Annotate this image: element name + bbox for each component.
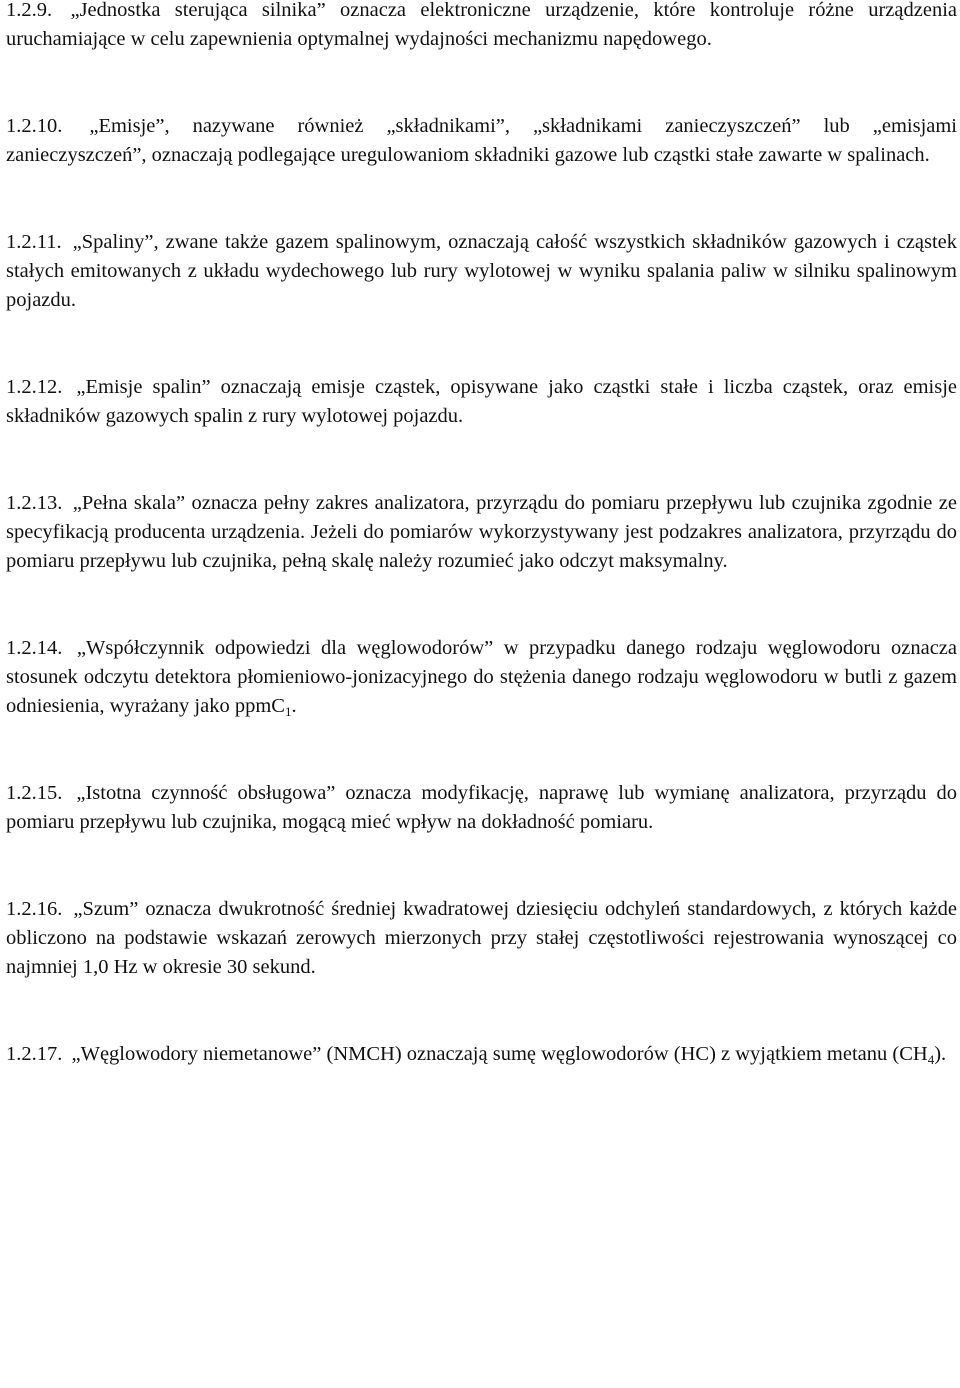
paragraph-number: 1.2.12.	[6, 376, 63, 398]
paragraph-text: „Emisje spalin” oznaczają emisje cząstek, opisywane jako cząstki stałe i liczba cząstek, oraz emisje składników gazowych spalin z rury wylotowej pojazdu.	[6, 376, 958, 427]
paragraph-text: „Szum” oznacza dwukrotność średniej kwadratowej dziesięciu odchyleń standardowych, z których każde obliczono na podstawie wskazań zerowych mierzonych przy stałej częstotliwości rejestrowania wynoszącej co najmniej 1,0 Hz w okresie 30 sekund.	[6, 898, 958, 978]
definition-paragraph-1-2-13	[6, 489, 957, 576]
paragraph-text: „Emisje”, nazywane również „składnikami”, „składnikami zanieczyszczeń” lub „emisjami zanieczyszczeń”, oznaczają podlegające uregulowaniom składniki gazowe lub cząstki stałe zawarte w spalinach.	[6, 115, 957, 166]
paragraph-number: 1.2.10.	[6, 115, 63, 137]
definition-paragraph-1-2-11	[6, 228, 957, 315]
paragraph-text-end: .	[291, 695, 297, 717]
paragraph-number: 1.2.14.	[6, 637, 63, 659]
paragraph-number: 1.2.16.	[6, 898, 63, 920]
definition-paragraph-1-2-10	[6, 112, 957, 170]
paragraph-number: 1.2.13.	[6, 492, 63, 514]
definition-paragraph-1-2-15	[6, 779, 957, 837]
definition-paragraph-1-2-17	[6, 1040, 957, 1069]
paragraph-text: „Współczynnik odpowiedzi dla węglowodorów” w przypadku danego rodzaju węglowodoru oznacza stosunek odczytu detektora płomieniowo-jonizacyjnego do stężenia danego rodzaju węglowodoru w butli z gazem odniesienia, wyrażany jako ppmC	[6, 637, 958, 717]
definition-paragraph-1-2-14	[6, 634, 957, 721]
definition-paragraph-1-2-9	[6, 0, 957, 54]
paragraph-text: „Jednostka sterująca silnika” oznacza elektroniczne urządzenie, które kontroluje różne urządzenia uruchamiające w celu zapewnienia optymalnej wydajności mechanizmu napędowego.	[6, 0, 957, 50]
document-page	[6, 0, 957, 1069]
definition-paragraph-1-2-12	[6, 373, 957, 431]
paragraph-number: 1.2.17.	[6, 1043, 63, 1065]
paragraph-text: „Pełna skala” oznacza pełny zakres analizatora, przyrządu do pomiaru przepływu lub czujnika zgodnie ze specyfikacją producenta urządzenia. Jeżeli do pomiarów wykorzystywany jest podzakres analizatora, przyrządu do pomiaru przepływu lub czujnika, pełną skalę należy rozumieć jako odczyt maksymalny.	[6, 492, 957, 572]
paragraph-number: 1.2.15.	[6, 782, 63, 804]
paragraph-text: „Węglowodory niemetanowe” (NMCH) oznaczają sumę węglowodorów (HC) z wyjątkiem metanu (CH	[71, 1043, 928, 1065]
subscript: 1	[284, 704, 292, 719]
paragraph-text-end: ).	[934, 1043, 947, 1065]
paragraph-text: „Istotna czynność obsługowa” oznacza modyfikację, naprawę lub wymianę analizatora, przyrządu do pomiaru przepływu lub czujnika, mogącą mieć wpływ na dokładność pomiaru.	[6, 782, 958, 833]
paragraph-number: 1.2.9.	[6, 0, 53, 21]
paragraph-number: 1.2.11.	[6, 231, 62, 253]
definition-paragraph-1-2-16	[6, 895, 957, 982]
subscript: 4	[927, 1052, 935, 1067]
paragraph-text: „Spaliny”, zwane także gazem spalinowym, oznaczają całość wszystkich składników gazowych i cząstek stałych emitowanych z układu wydechowego lub rury wylotowej w wyniku spalania paliw w silniku spalinowym pojazdu.	[6, 231, 958, 311]
